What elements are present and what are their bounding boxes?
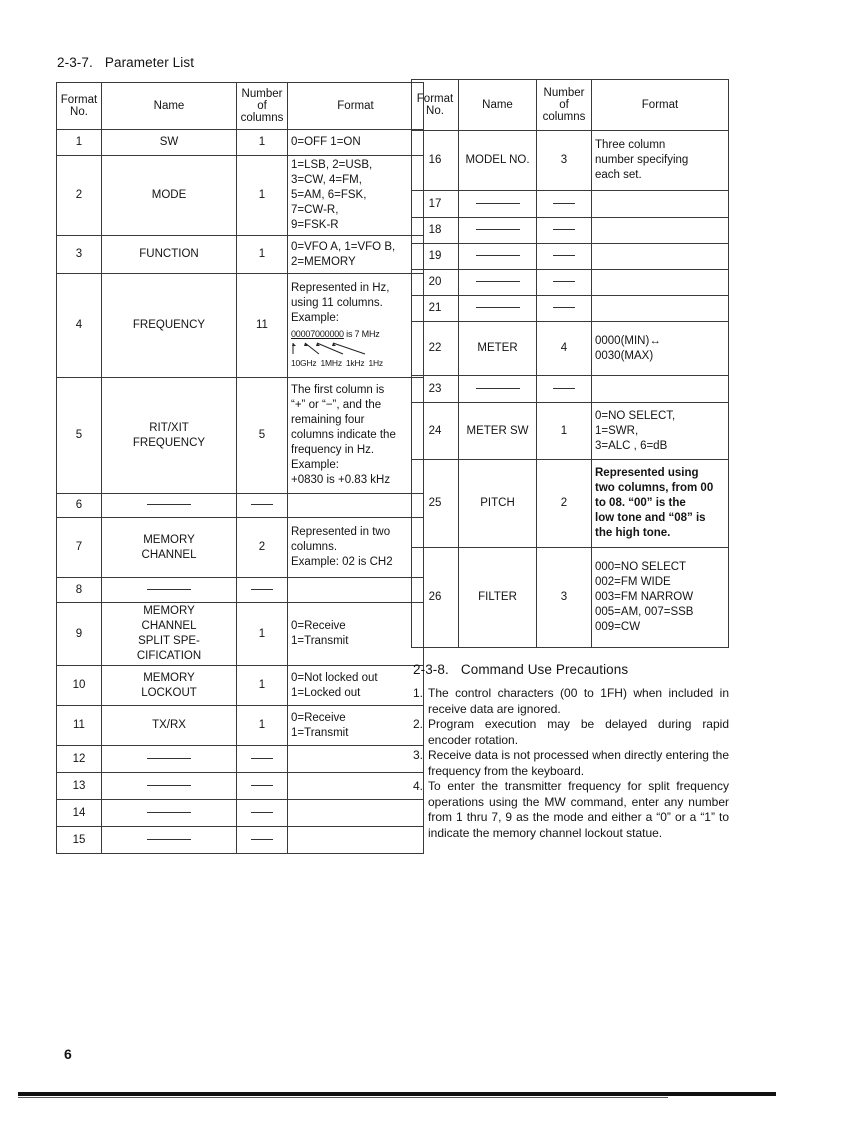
name-cell	[102, 827, 237, 854]
section-title-command-precautions	[413, 662, 628, 677]
dash-placeholder	[553, 388, 575, 389]
dash-placeholder	[147, 812, 191, 813]
format-cell: 0000(MIN)↔ 0030(MAX)	[592, 322, 729, 376]
dash-placeholder	[553, 281, 575, 282]
name-cell: FREQUENCY	[102, 274, 237, 378]
table-row	[57, 130, 424, 156]
format-cell	[592, 191, 729, 218]
format-number-cell: 22	[412, 322, 459, 376]
format-number-cell: 15	[57, 827, 102, 854]
table-row	[57, 773, 424, 800]
dash-placeholder	[147, 504, 191, 505]
columns-cell	[237, 773, 288, 800]
table-header-row	[57, 83, 424, 130]
format-cell	[592, 270, 729, 296]
dash-placeholder	[553, 203, 575, 204]
format-number-cell: 10	[57, 666, 102, 706]
footer-rule	[18, 1092, 776, 1096]
name-cell	[459, 270, 537, 296]
name-cell: PITCH	[459, 460, 537, 548]
format-number-cell: 11	[57, 706, 102, 746]
precaution-text: To enter the transmitter frequency for split frequency operations using the MW command, enter any number from 1 thru 7, 9 as the mode and either a “0” or a “1” to indicate the memory channel lockout statue.	[428, 779, 729, 840]
columns-cell: 1	[537, 403, 592, 460]
format-cell: Represented in two columns. Example: 02 is CH2	[288, 518, 424, 578]
dash-placeholder	[147, 785, 191, 786]
name-cell: MODE	[102, 156, 237, 236]
name-cell: METER	[459, 322, 537, 376]
format-number-cell: 13	[57, 773, 102, 800]
table-row	[57, 494, 424, 518]
precaution-text: Program execution may be delayed during rapid encoder rotation.	[428, 717, 729, 747]
table-row	[57, 706, 424, 746]
columns-cell	[537, 270, 592, 296]
dash-placeholder	[251, 504, 273, 505]
scale-label: 1MHz	[320, 357, 342, 368]
format-number-cell: 2	[57, 156, 102, 236]
table-row	[57, 603, 424, 666]
dash-placeholder	[251, 758, 273, 759]
dash-placeholder	[251, 839, 273, 840]
table-row	[412, 403, 729, 460]
name-cell	[102, 800, 237, 827]
section-title-parameter-list	[57, 55, 194, 70]
dash-placeholder	[251, 812, 273, 813]
format-number-cell: 26	[412, 548, 459, 648]
dash-placeholder	[251, 785, 273, 786]
dash-placeholder	[147, 839, 191, 840]
columns-cell	[537, 376, 592, 403]
name-cell: SW	[102, 130, 237, 156]
format-number-cell: 19	[412, 244, 459, 270]
name-cell	[459, 376, 537, 403]
columns-cell: 2	[237, 518, 288, 578]
example-digits: 00007000000	[291, 328, 344, 339]
section-number: 2-3-7.	[57, 55, 93, 70]
name-cell: METER SW	[459, 403, 537, 460]
columns-cell	[537, 218, 592, 244]
precaution-number: 2.	[413, 717, 424, 731]
dash-placeholder	[476, 388, 520, 389]
scale-label: 1kHz	[345, 357, 365, 368]
dash-placeholder	[476, 255, 520, 256]
dash-placeholder	[476, 281, 520, 282]
format-number-cell: 3	[57, 236, 102, 274]
name-cell: MEMORY CHANNEL	[102, 518, 237, 578]
table-row	[412, 244, 729, 270]
format-cell	[288, 827, 424, 854]
name-cell	[459, 244, 537, 270]
format-number-cell: 4	[57, 274, 102, 378]
format-number-cell: 16	[412, 131, 459, 191]
header-columns: Number of columns	[537, 80, 592, 131]
table-row	[57, 378, 424, 494]
format-number-cell: 5	[57, 378, 102, 494]
table-row	[57, 666, 424, 706]
table-row	[412, 218, 729, 244]
name-cell: RIT/XIT FREQUENCY	[102, 378, 237, 494]
format-cell: 0=OFF 1=ON	[288, 130, 424, 156]
table-row	[412, 296, 729, 322]
columns-cell: 1	[237, 156, 288, 236]
section-heading: Command Use Precautions	[460, 662, 629, 677]
dash-placeholder	[147, 589, 191, 590]
format-number-cell: 20	[412, 270, 459, 296]
columns-cell	[237, 827, 288, 854]
dash-placeholder	[147, 758, 191, 759]
format-cell: 000=NO SELECT 002=FM WIDE 003=FM NARROW 005=AM, 007=SSB 009=CW	[592, 548, 729, 648]
format-cell: 0=Not locked out 1=Locked out	[288, 666, 424, 706]
columns-cell	[237, 746, 288, 773]
example-suffix: is 7 MHz	[343, 328, 380, 339]
scale-label: 10GHz	[291, 357, 317, 368]
columns-cell	[237, 800, 288, 827]
precautions-list	[413, 686, 729, 841]
parameter-table-right	[411, 79, 729, 648]
format-cell: 0=NO SELECT, 1=SWR, 3=ALC , 6=dB	[592, 403, 729, 460]
table-row	[412, 460, 729, 548]
dash-placeholder	[553, 255, 575, 256]
table-row	[57, 827, 424, 854]
name-cell: MEMORY LOCKOUT	[102, 666, 237, 706]
name-cell	[102, 773, 237, 800]
format-cell	[288, 494, 424, 518]
format-cell	[288, 800, 424, 827]
table-row	[412, 131, 729, 191]
format-cell: Represented using two columns, from 00 to 08. “00” is the low tone and “08” is the high tone.	[592, 460, 729, 548]
header-format: Format	[288, 83, 424, 130]
columns-cell: 11	[237, 274, 288, 378]
format-cell: The first column is “+” or “−”, and the remaining four columns indicate the frequency in Hz. Example: +0830 is +0.83 kHz	[288, 378, 424, 494]
precaution-item	[413, 748, 729, 779]
header-name: Name	[102, 83, 237, 130]
table-row	[412, 270, 729, 296]
format-cell	[592, 244, 729, 270]
name-cell	[459, 218, 537, 244]
dash-placeholder	[476, 203, 520, 204]
arrow-line	[333, 343, 365, 354]
format-number-cell: 7	[57, 518, 102, 578]
name-cell	[459, 296, 537, 322]
columns-cell: 3	[537, 548, 592, 648]
columns-cell	[537, 191, 592, 218]
format-number-cell: 21	[412, 296, 459, 322]
header-format: Format	[592, 80, 729, 131]
format-cell	[288, 773, 424, 800]
dash-placeholder	[476, 307, 520, 308]
format-number-cell: 14	[57, 800, 102, 827]
table-row	[57, 800, 424, 827]
format-number-cell: 6	[57, 494, 102, 518]
precaution-item	[413, 686, 729, 717]
columns-cell: 1	[237, 706, 288, 746]
header-name: Name	[459, 80, 537, 131]
columns-cell: 3	[537, 131, 592, 191]
precaution-number: 4.	[413, 779, 424, 793]
name-cell: TX/RX	[102, 706, 237, 746]
table-row	[412, 548, 729, 648]
format-number-cell: 17	[412, 191, 459, 218]
precaution-item	[413, 717, 729, 748]
table-row	[412, 322, 729, 376]
precaution-number: 1.	[413, 686, 424, 700]
format-number-cell: 8	[57, 578, 102, 603]
table-row	[57, 274, 424, 378]
format-number-cell: 23	[412, 376, 459, 403]
name-cell: FUNCTION	[102, 236, 237, 274]
format-cell: 0=Receive 1=Transmit	[288, 706, 424, 746]
format-cell	[592, 376, 729, 403]
section-heading: Parameter List	[104, 55, 195, 70]
format-cell	[592, 296, 729, 322]
columns-cell	[537, 296, 592, 322]
columns-cell: 1	[237, 236, 288, 274]
format-number-cell: 1	[57, 130, 102, 156]
name-cell	[102, 746, 237, 773]
name-cell	[102, 578, 237, 603]
columns-cell	[237, 578, 288, 603]
format-cell	[288, 274, 424, 378]
precaution-text: Receive data is not processed when directly entering the frequency from the keyboard.	[428, 748, 729, 778]
columns-cell: 1	[237, 666, 288, 706]
columns-cell: 1	[237, 130, 288, 156]
scale-label: 1Hz	[368, 357, 383, 368]
format-cell	[592, 218, 729, 244]
name-cell	[102, 494, 237, 518]
format-cell: 0=VFO A, 1=VFO B, 2=MEMORY	[288, 236, 424, 274]
parameter-table-left	[56, 82, 424, 854]
dash-placeholder	[251, 589, 273, 590]
header-columns: Number of columns	[237, 83, 288, 130]
table-row	[412, 376, 729, 403]
format-number-cell: 24	[412, 403, 459, 460]
columns-cell	[537, 244, 592, 270]
columns-cell: 5	[237, 378, 288, 494]
footer-rule-thin	[18, 1097, 668, 1098]
dash-placeholder	[553, 229, 575, 230]
frequency-scale	[291, 356, 420, 371]
dash-placeholder	[476, 229, 520, 230]
page-number: 6	[64, 1046, 72, 1062]
format-cell: 1=LSB, 2=USB, 3=CW, 4=FM, 5=AM, 6=FSK, 7=CW-R, 9=FSK-R	[288, 156, 424, 236]
table-row	[57, 578, 424, 603]
table-row	[57, 236, 424, 274]
format-cell	[288, 578, 424, 603]
precaution-number: 3.	[413, 748, 424, 762]
digit-pointer-arrows	[291, 342, 401, 356]
name-cell: FILTER	[459, 548, 537, 648]
format-description: Represented in Hz, using 11 columns. Example:	[291, 281, 390, 324]
frequency-example	[291, 327, 420, 342]
format-number-cell: 25	[412, 460, 459, 548]
name-cell: MODEL NO.	[459, 131, 537, 191]
section-number: 2-3-8.	[413, 662, 449, 677]
columns-cell: 1	[237, 603, 288, 666]
header-format-no: Format No.	[57, 83, 102, 130]
format-cell	[288, 746, 424, 773]
format-number-cell: 18	[412, 218, 459, 244]
format-number-cell: 9	[57, 603, 102, 666]
columns-cell	[237, 494, 288, 518]
name-cell	[459, 191, 537, 218]
columns-cell: 2	[537, 460, 592, 548]
table-header-row	[412, 80, 729, 131]
table-row	[57, 746, 424, 773]
precaution-text: The control characters (00 to 1FH) when included in receive data are ignored.	[428, 686, 729, 716]
name-cell: MEMORY CHANNEL SPLIT SPE- CIFICATION	[102, 603, 237, 666]
header-format-no: Format No.	[412, 80, 459, 131]
format-cell: Three column number specifying each set.	[592, 131, 729, 191]
columns-cell: 4	[537, 322, 592, 376]
table-row	[412, 191, 729, 218]
precaution-item	[413, 779, 729, 841]
table-row	[57, 156, 424, 236]
dash-placeholder	[553, 307, 575, 308]
table-row	[57, 518, 424, 578]
format-number-cell: 12	[57, 746, 102, 773]
format-cell: 0=Receive 1=Transmit	[288, 603, 424, 666]
